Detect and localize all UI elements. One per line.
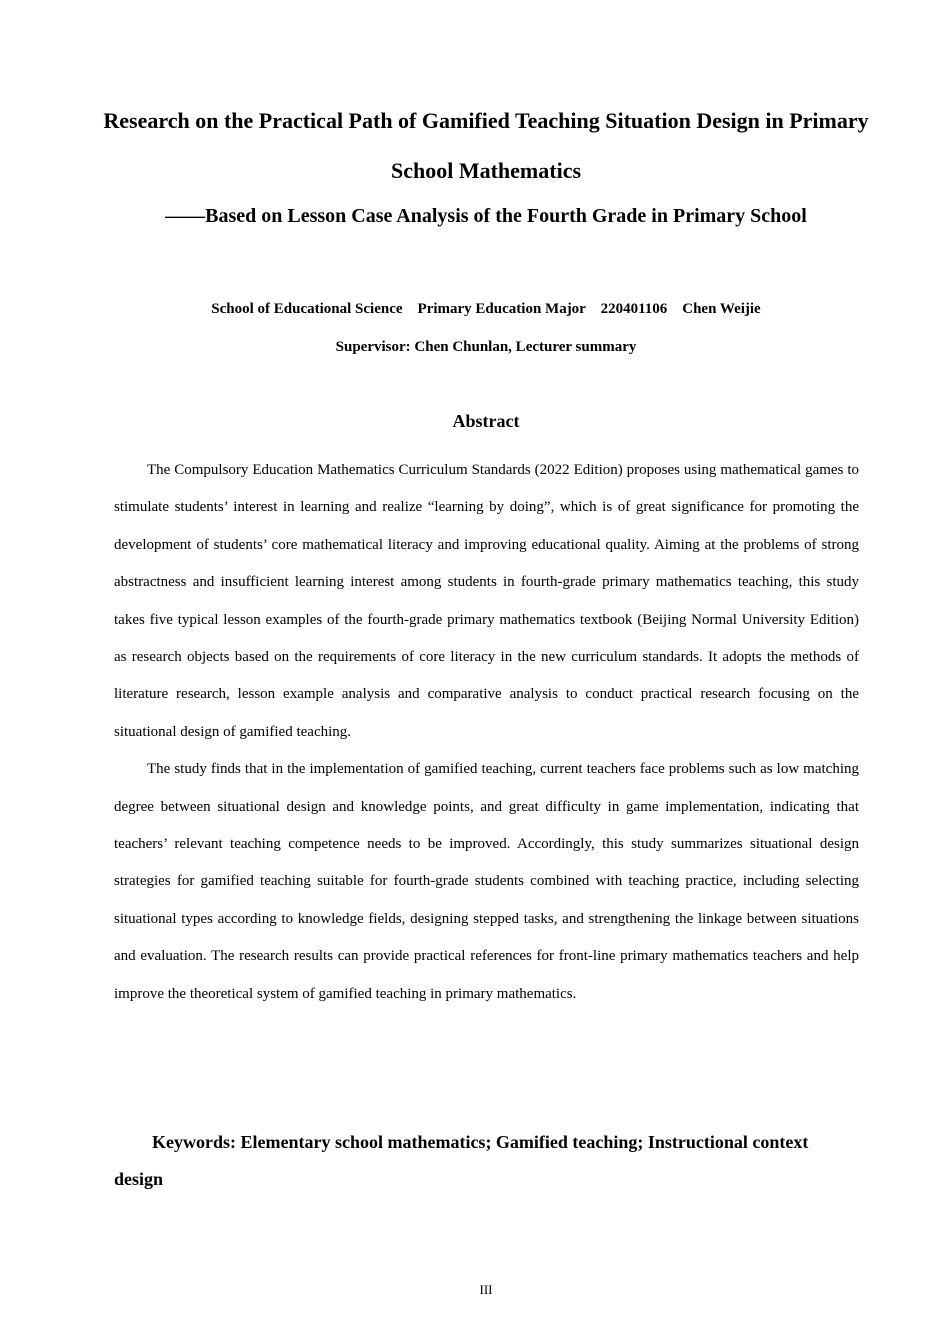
author-line: School of Educational Science Primary Education Major 220401106 Chen Weijie [211, 301, 761, 317]
paper-title: Research on the Practical Path of Gamified Teaching Situation Design in Primary School Mathematics [103, 108, 869, 183]
abstract-body [114, 452, 859, 1013]
page-number: III [479, 1282, 493, 1297]
paper-subtitle: ——Based on Lesson Case Analysis of the Fourth Grade in Primary School [165, 205, 807, 227]
supervisor-line: Supervisor: Chen Chunlan, Lecturer summary [335, 339, 637, 355]
abstract-paragraph: The Compulsory Education Mathematics Curriculum Standards (2022 Edition) proposes using mathematical games to stimulate students’ interest in learning and realize “learning by doing”, which is of great significance for promoting the development of students’ core mathematical literacy and improving educational quality. Aiming at the problems of strong abstractness and insufficient learning interest among students in fourth-grade primary mathematics teaching, this study takes five typical lesson examples of the fourth-grade primary mathematics textbook (Beijing Normal University Edition) as research objects based on the requirements of core literacy in the new curriculum standards. It adopts the methods of literature research, lesson example analysis and comparative analysis to conduct practical research focusing on the situational design of gamified teaching. [114, 462, 859, 740]
abstract-heading: Abstract [452, 411, 520, 431]
abstract-paragraph: The study finds that in the implementation of gamified teaching, current teachers face problems such as low matching degree between situational design and knowledge points, and great difficulty in game implementation, indicating that teachers’ relevant teaching competence needs to be improved. Accordingly, this study summarizes situational design strategies for gamified teaching suitable for fourth-grade students combined with teaching practice, including selecting situational types according to knowledge fields, designing stepped tasks, and strengthening the linkage between situations and evaluation. The research results can provide practical references for front-line primary mathematics teachers and help improve the theoretical system of gamified teaching in primary mathematics. [114, 761, 859, 1002]
keywords-line: Keywords: Elementary school mathematics; Gamified teaching; Instructional context design [114, 1132, 809, 1189]
